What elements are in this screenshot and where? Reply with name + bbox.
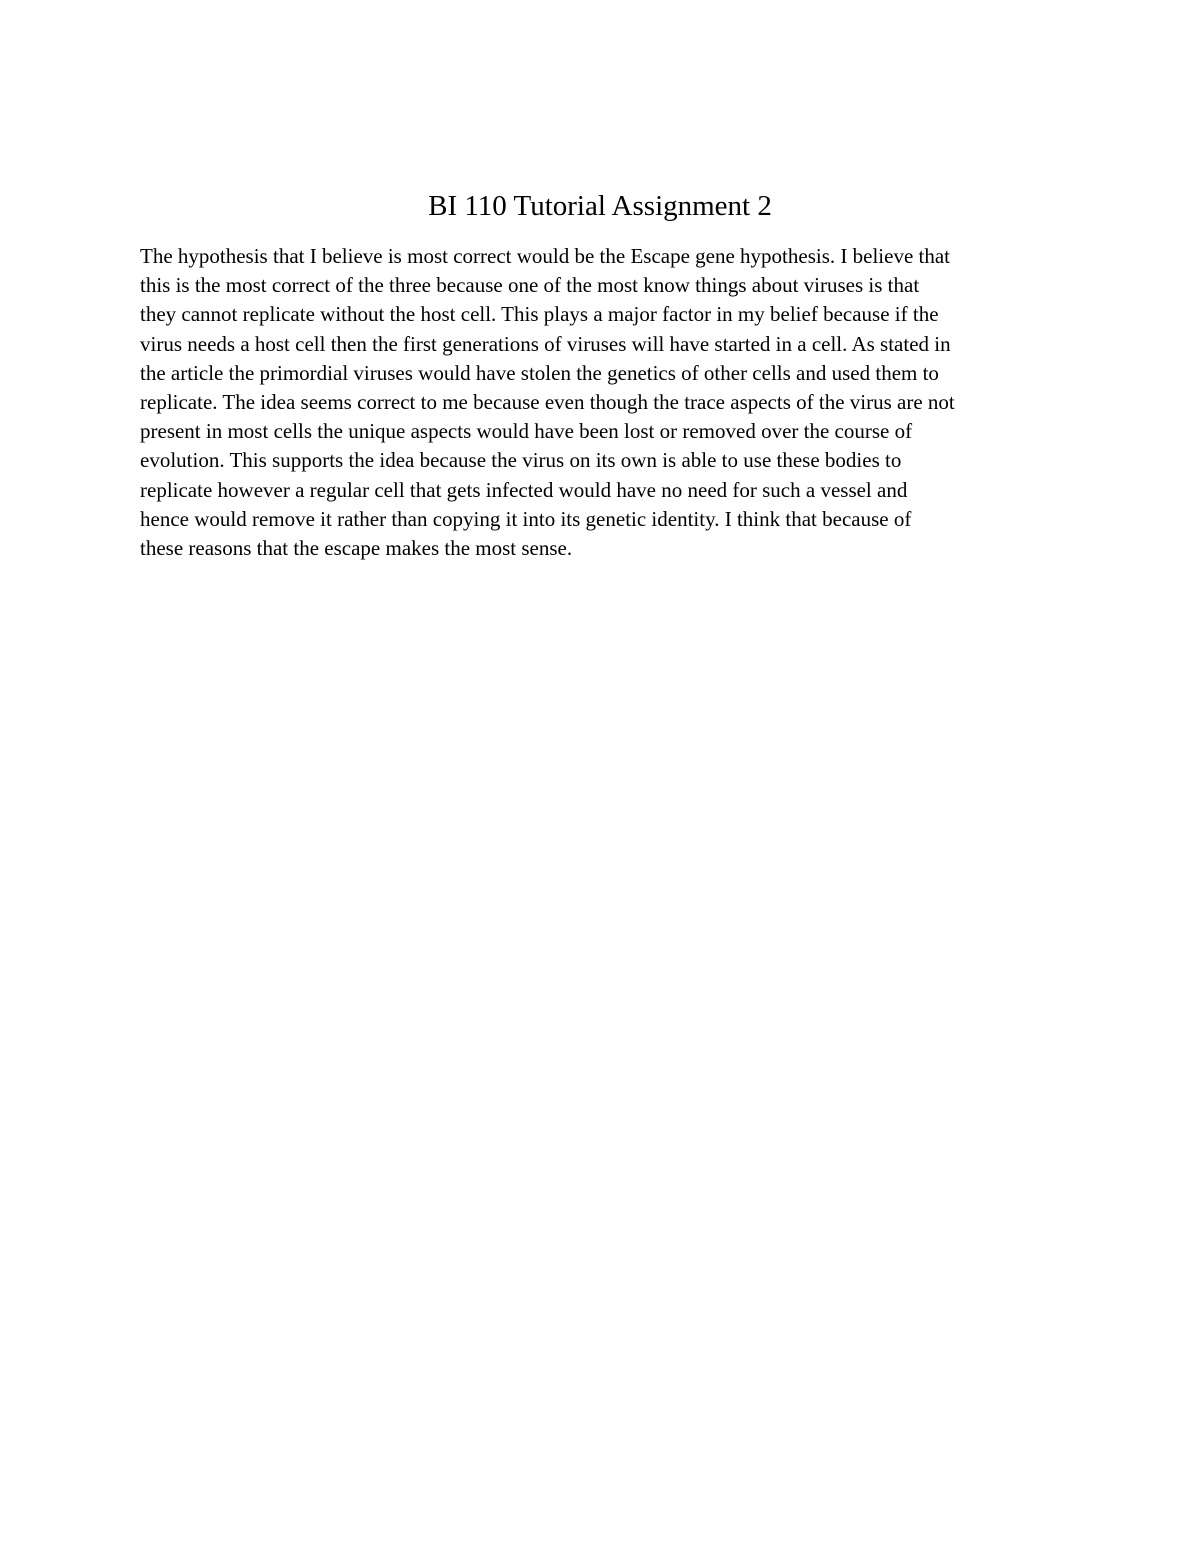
document-title: BI 110 Tutorial Assignment 2 bbox=[428, 190, 772, 222]
body-line: present in most cells the unique aspects would have been lost or removed over the course of bbox=[140, 419, 913, 444]
body-line: this is the most correct of the three because one of the most know things about viruses is that bbox=[140, 273, 920, 298]
body-line: hence would remove it rather than copying it into its genetic identity. I think that because of bbox=[140, 506, 912, 531]
body-line: they cannot replicate without the host cell. This plays a major factor in my belief because if the bbox=[140, 302, 939, 327]
body-line: evolution. This supports the idea because the virus on its own is able to use these bodies to bbox=[140, 448, 902, 473]
body-line: virus needs a host cell then the first generations of viruses will have started in a cell. As stated in bbox=[140, 331, 951, 356]
body-line: replicate however a regular cell that gets infected would have no need for such a vessel and bbox=[140, 477, 908, 502]
document-body bbox=[140, 242, 1070, 563]
body-line: The hypothesis that I believe is most correct would be the Escape gene hypothesis. I believe that bbox=[140, 244, 951, 268]
body-line: replicate. The idea seems correct to me because even though the trace aspects of the virus are not bbox=[140, 390, 955, 415]
body-line: these reasons that the escape makes the most sense. bbox=[140, 536, 573, 561]
body-line: the article the primordial viruses would have stolen the genetics of other cells and used them to bbox=[140, 360, 939, 385]
